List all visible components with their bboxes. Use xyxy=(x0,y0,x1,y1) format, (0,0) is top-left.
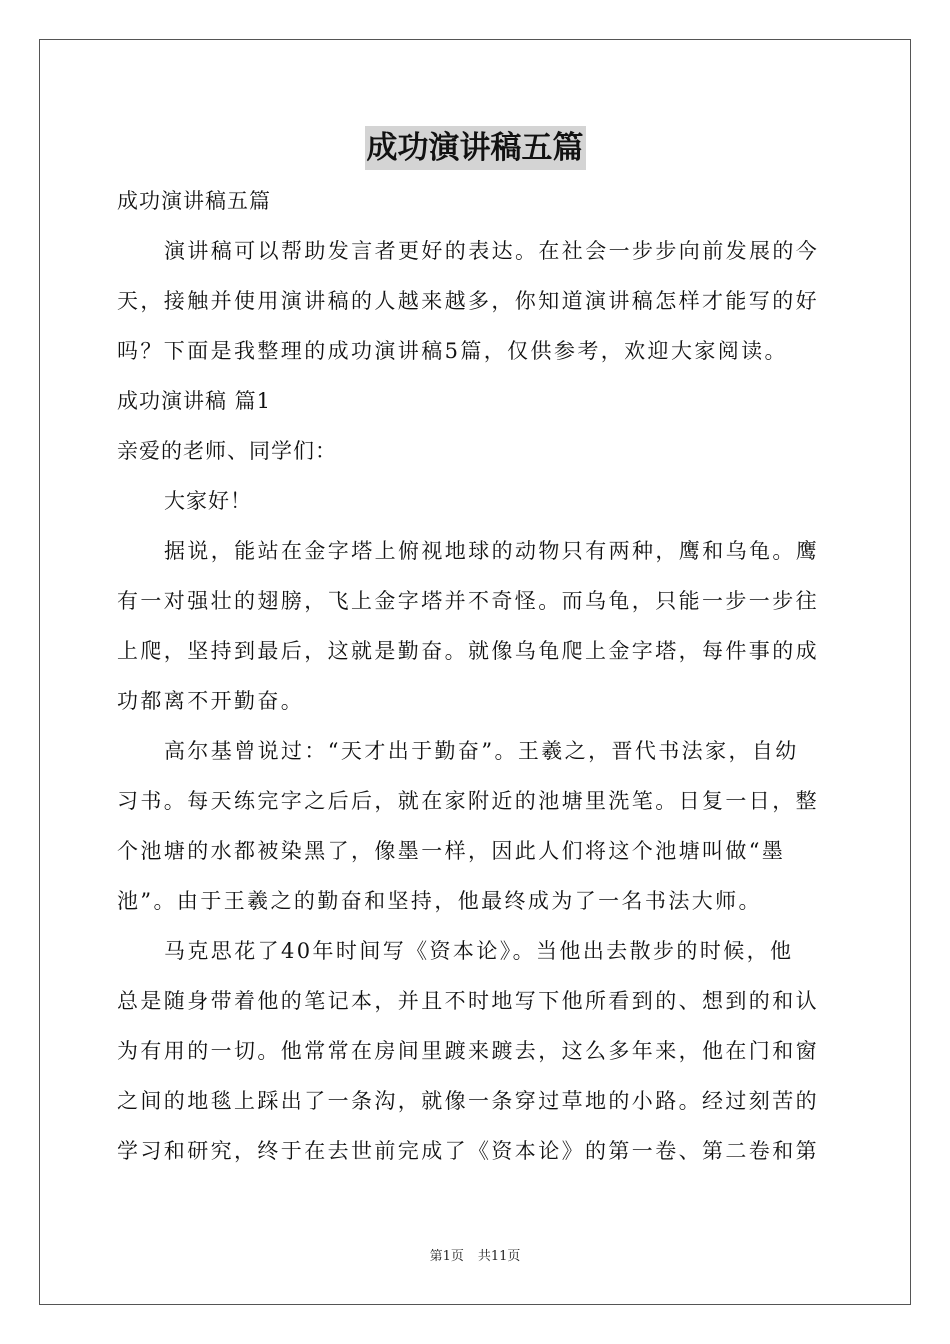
text-line: 池”。由于王羲之的勤奋和坚持，他最终成为了一名书法大师。 xyxy=(117,889,762,913)
document-title: 成功演讲稿五篇 xyxy=(365,126,586,170)
text-line: 高尔基曾说过：“天才出于勤奋”。王羲之，晋代书法家，自幼 xyxy=(164,739,799,763)
text-line: 成功演讲稿五篇 xyxy=(117,189,271,213)
text-line: 总是随身带着他的笔记本，并且不时地写下他所看到的、想到的和认 xyxy=(117,989,819,1013)
text-line: 马克思花了40年时间写《资本论》。当他出去散步的时候，他 xyxy=(164,939,794,963)
text-line: 有一对强壮的翅膀，飞上金字塔并不奇怪。而乌龟，只能一步一步往 xyxy=(117,589,819,613)
page-total: 共11页 xyxy=(477,1249,521,1264)
text-line: 习书。每天练完字之后后，就在家附近的池塘里洗笔。日复一日，整 xyxy=(117,789,819,813)
text-line: 天，接触并使用演讲稿的人越来越多，你知道演讲稿怎样才能写的好 xyxy=(117,289,819,313)
page-footer xyxy=(0,1248,950,1266)
text-line: 功都离不开勤奋。 xyxy=(117,689,305,713)
document-title-row xyxy=(0,126,950,170)
text-line: 之间的地毯上踩出了一条沟，就像一条穿过草地的小路。经过刻苦的 xyxy=(117,1089,819,1113)
document-body xyxy=(117,176,835,1176)
page-number: 第1页 xyxy=(429,1249,464,1264)
text-line: 上爬，坚持到最后，这就是勤奋。就像乌龟爬上金字塔，每件事的成 xyxy=(117,639,819,663)
text-line: 演讲稿可以帮助发言者更好的表达。在社会一步步向前发展的今 xyxy=(164,239,820,263)
text-line: 据说，能站在金字塔上俯视地球的动物只有两种，鹰和乌龟。鹰 xyxy=(164,539,820,563)
text-line: 亲爱的老师、同学们： xyxy=(117,439,337,463)
text-line: 学习和研究，终于在去世前完成了《资本论》的第一卷、第二卷和第 xyxy=(117,1139,819,1163)
text-line: 大家好！ xyxy=(164,489,252,513)
text-line: 个池塘的水都被染黑了，像墨一样，因此人们将这个池塘叫做“墨 xyxy=(117,839,786,863)
text-line: 为有用的一切。他常常在房间里踱来踱去，这么多年来，他在门和窗 xyxy=(117,1039,819,1063)
text-line: 成功演讲稿 篇1 xyxy=(117,389,272,413)
text-line: 吗？下面是我整理的成功演讲稿5篇，仅供参考，欢迎大家阅读。 xyxy=(117,339,788,363)
